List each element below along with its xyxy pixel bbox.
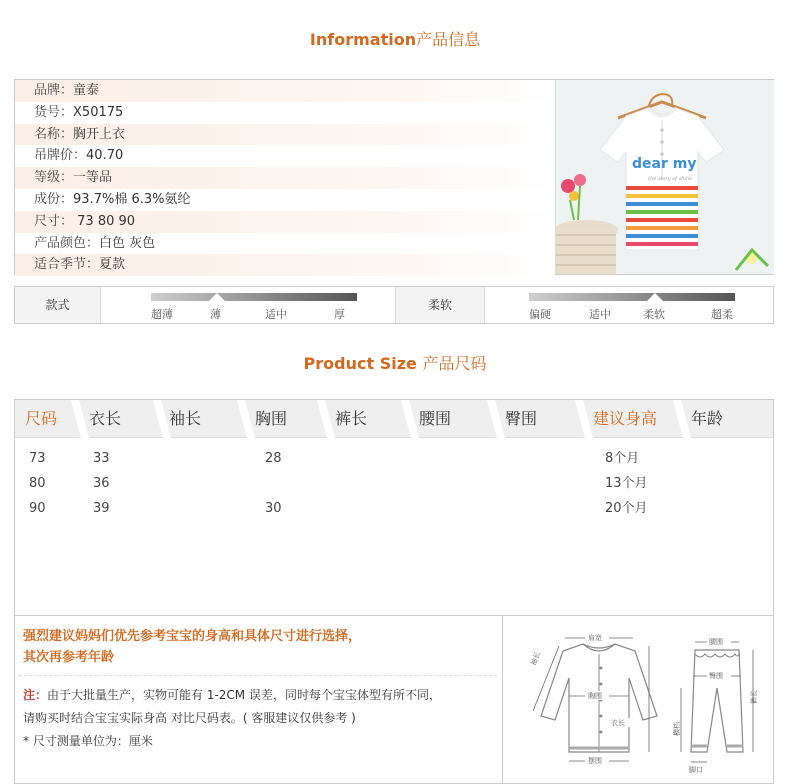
info-label: 吊牌价： <box>34 148 87 164</box>
header-separator <box>237 400 255 438</box>
header-separator <box>401 400 419 438</box>
header-separator <box>71 400 89 438</box>
size-title-cn: 产品尺码 <box>422 354 487 373</box>
notes-box <box>14 615 774 784</box>
cell-chest: 28 <box>265 451 282 466</box>
softness-label-item: 适中 <box>589 308 611 321</box>
header-separator <box>153 400 171 438</box>
header-separator <box>673 400 691 438</box>
notes-divider <box>19 675 497 676</box>
info-value: 夏款 <box>99 257 126 273</box>
header-height: 建议身高 <box>593 409 658 428</box>
info-row-brand <box>15 80 555 102</box>
size-table-body <box>15 446 773 521</box>
style-label: 款式 <box>15 287 101 323</box>
size-advice-line-2: 其次再参考年龄 <box>23 650 115 665</box>
info-title-cn: 产品信息 <box>416 30 481 49</box>
header-separator <box>487 400 505 438</box>
header-age: 年龄 <box>691 409 724 428</box>
fabric-style-bar <box>14 286 774 324</box>
size-table <box>14 399 774 615</box>
header-length: 衣长 <box>89 409 122 428</box>
cell-size: 73 <box>29 451 46 466</box>
thickness-label: 厚 <box>334 308 345 321</box>
info-value: 一等品 <box>73 170 113 186</box>
note-line-3: * 尺寸测量单位为：厘米 <box>23 734 153 748</box>
product-photo <box>555 80 774 274</box>
header-separator <box>575 400 593 438</box>
cell-height: 8个月 <box>605 451 640 466</box>
product-info-box <box>14 79 774 275</box>
info-label: 成份： <box>34 191 74 207</box>
cell-size: 80 <box>29 476 46 491</box>
note-line-1 <box>23 684 493 707</box>
size-advice-line-1: 强烈建议妈妈们优先参考宝宝的身高和具体尺寸进行选择， <box>23 629 362 644</box>
header-hip: 臀围 <box>505 409 538 428</box>
info-row-material <box>15 189 555 211</box>
thickness-label: 超薄 <box>151 308 173 321</box>
info-label: 等级： <box>34 170 74 186</box>
info-label: 尺寸： <box>34 213 74 229</box>
info-label: 货号： <box>34 104 74 120</box>
cell-height: 20个月 <box>605 501 648 516</box>
product-info-list <box>15 80 555 276</box>
label-leg-opening: 脚口 <box>689 766 703 774</box>
label-hem: 摆围 <box>588 757 602 765</box>
label-waist: 腰围 <box>709 638 723 646</box>
table-row <box>15 471 773 496</box>
size-advice-headline <box>23 626 493 668</box>
label-sleeve: 袖长 <box>529 650 543 667</box>
header-size: 尺码 <box>25 409 58 428</box>
table-row <box>15 446 773 471</box>
header-chest: 胸围 <box>255 409 288 428</box>
info-value: X50175 <box>73 104 124 120</box>
note-line-2: 请购买时结合宝宝实际身高 对比尺码表。( 客服建议仅供参考 ) <box>23 711 356 725</box>
info-row-color <box>15 233 555 255</box>
note-prefix: 注： <box>23 688 48 702</box>
measurement-diagram-svg <box>503 616 774 783</box>
notes-body <box>23 684 493 753</box>
softness-label-item: 柔软 <box>643 308 665 321</box>
thickness-label: 适中 <box>265 308 287 321</box>
info-value: 40.70 <box>86 148 124 164</box>
label-crotch: 横档 <box>673 722 681 736</box>
size-title-en: Product Size <box>303 354 417 373</box>
size-section-title <box>0 351 790 374</box>
cell-length: 33 <box>93 451 110 466</box>
thickness-bar <box>151 293 357 303</box>
info-value: 白色 灰色 <box>99 235 156 251</box>
info-value: 胸开上衣 <box>73 126 126 142</box>
info-row-season <box>15 254 555 276</box>
info-row-price <box>15 145 555 167</box>
label-pants-length: 裤长 <box>750 690 758 704</box>
cell-size: 90 <box>29 501 46 516</box>
cell-chest: 30 <box>265 501 282 516</box>
info-value: 童泰 <box>73 83 100 98</box>
cell-length: 39 <box>93 501 110 516</box>
note-text-1: 由于大批量生产，实物可能有 1-2CM 误差，同时每个宝宝体型有所不同， <box>47 688 441 702</box>
cell-height: 13个月 <box>605 476 648 491</box>
info-row-size <box>15 211 555 233</box>
measurement-diagram <box>502 616 773 783</box>
header-waist: 腰围 <box>419 409 452 428</box>
info-label: 产品颜色： <box>34 235 100 251</box>
label-chest: 胸围 <box>588 692 602 700</box>
shirt-print-text: dear my <box>632 156 697 172</box>
softness-bar <box>529 293 735 303</box>
info-value: 73 80 90 <box>73 213 136 229</box>
header-separator <box>317 400 335 438</box>
softness-label: 柔软 <box>395 287 485 323</box>
info-value: 93.7%棉 6.3%氨纶 <box>73 191 191 207</box>
table-row <box>15 496 773 521</box>
softness-label-item: 偏硬 <box>529 308 551 321</box>
label-length: 衣长 <box>611 719 625 727</box>
info-row-name <box>15 124 555 146</box>
info-label: 名称： <box>34 126 74 142</box>
softness-label-item: 超柔 <box>711 308 733 321</box>
label-shoulder: 肩宽 <box>588 634 602 642</box>
info-label: 适合季节： <box>34 257 100 273</box>
info-label: 品牌： <box>34 83 74 98</box>
label-hip: 臀围 <box>709 672 723 680</box>
info-title-en: Information <box>309 30 417 49</box>
info-row-grade <box>15 167 555 189</box>
header-sleeve: 袖长 <box>169 409 202 428</box>
info-section-title <box>0 27 790 50</box>
thickness-label: 薄 <box>210 308 221 321</box>
shirt-script-text: the story of shine <box>648 176 693 182</box>
size-table-header <box>15 400 773 438</box>
info-row-sku <box>15 102 555 124</box>
cell-length: 36 <box>93 476 110 491</box>
header-pants: 裤长 <box>335 409 368 428</box>
product-photo-svg <box>556 80 774 274</box>
